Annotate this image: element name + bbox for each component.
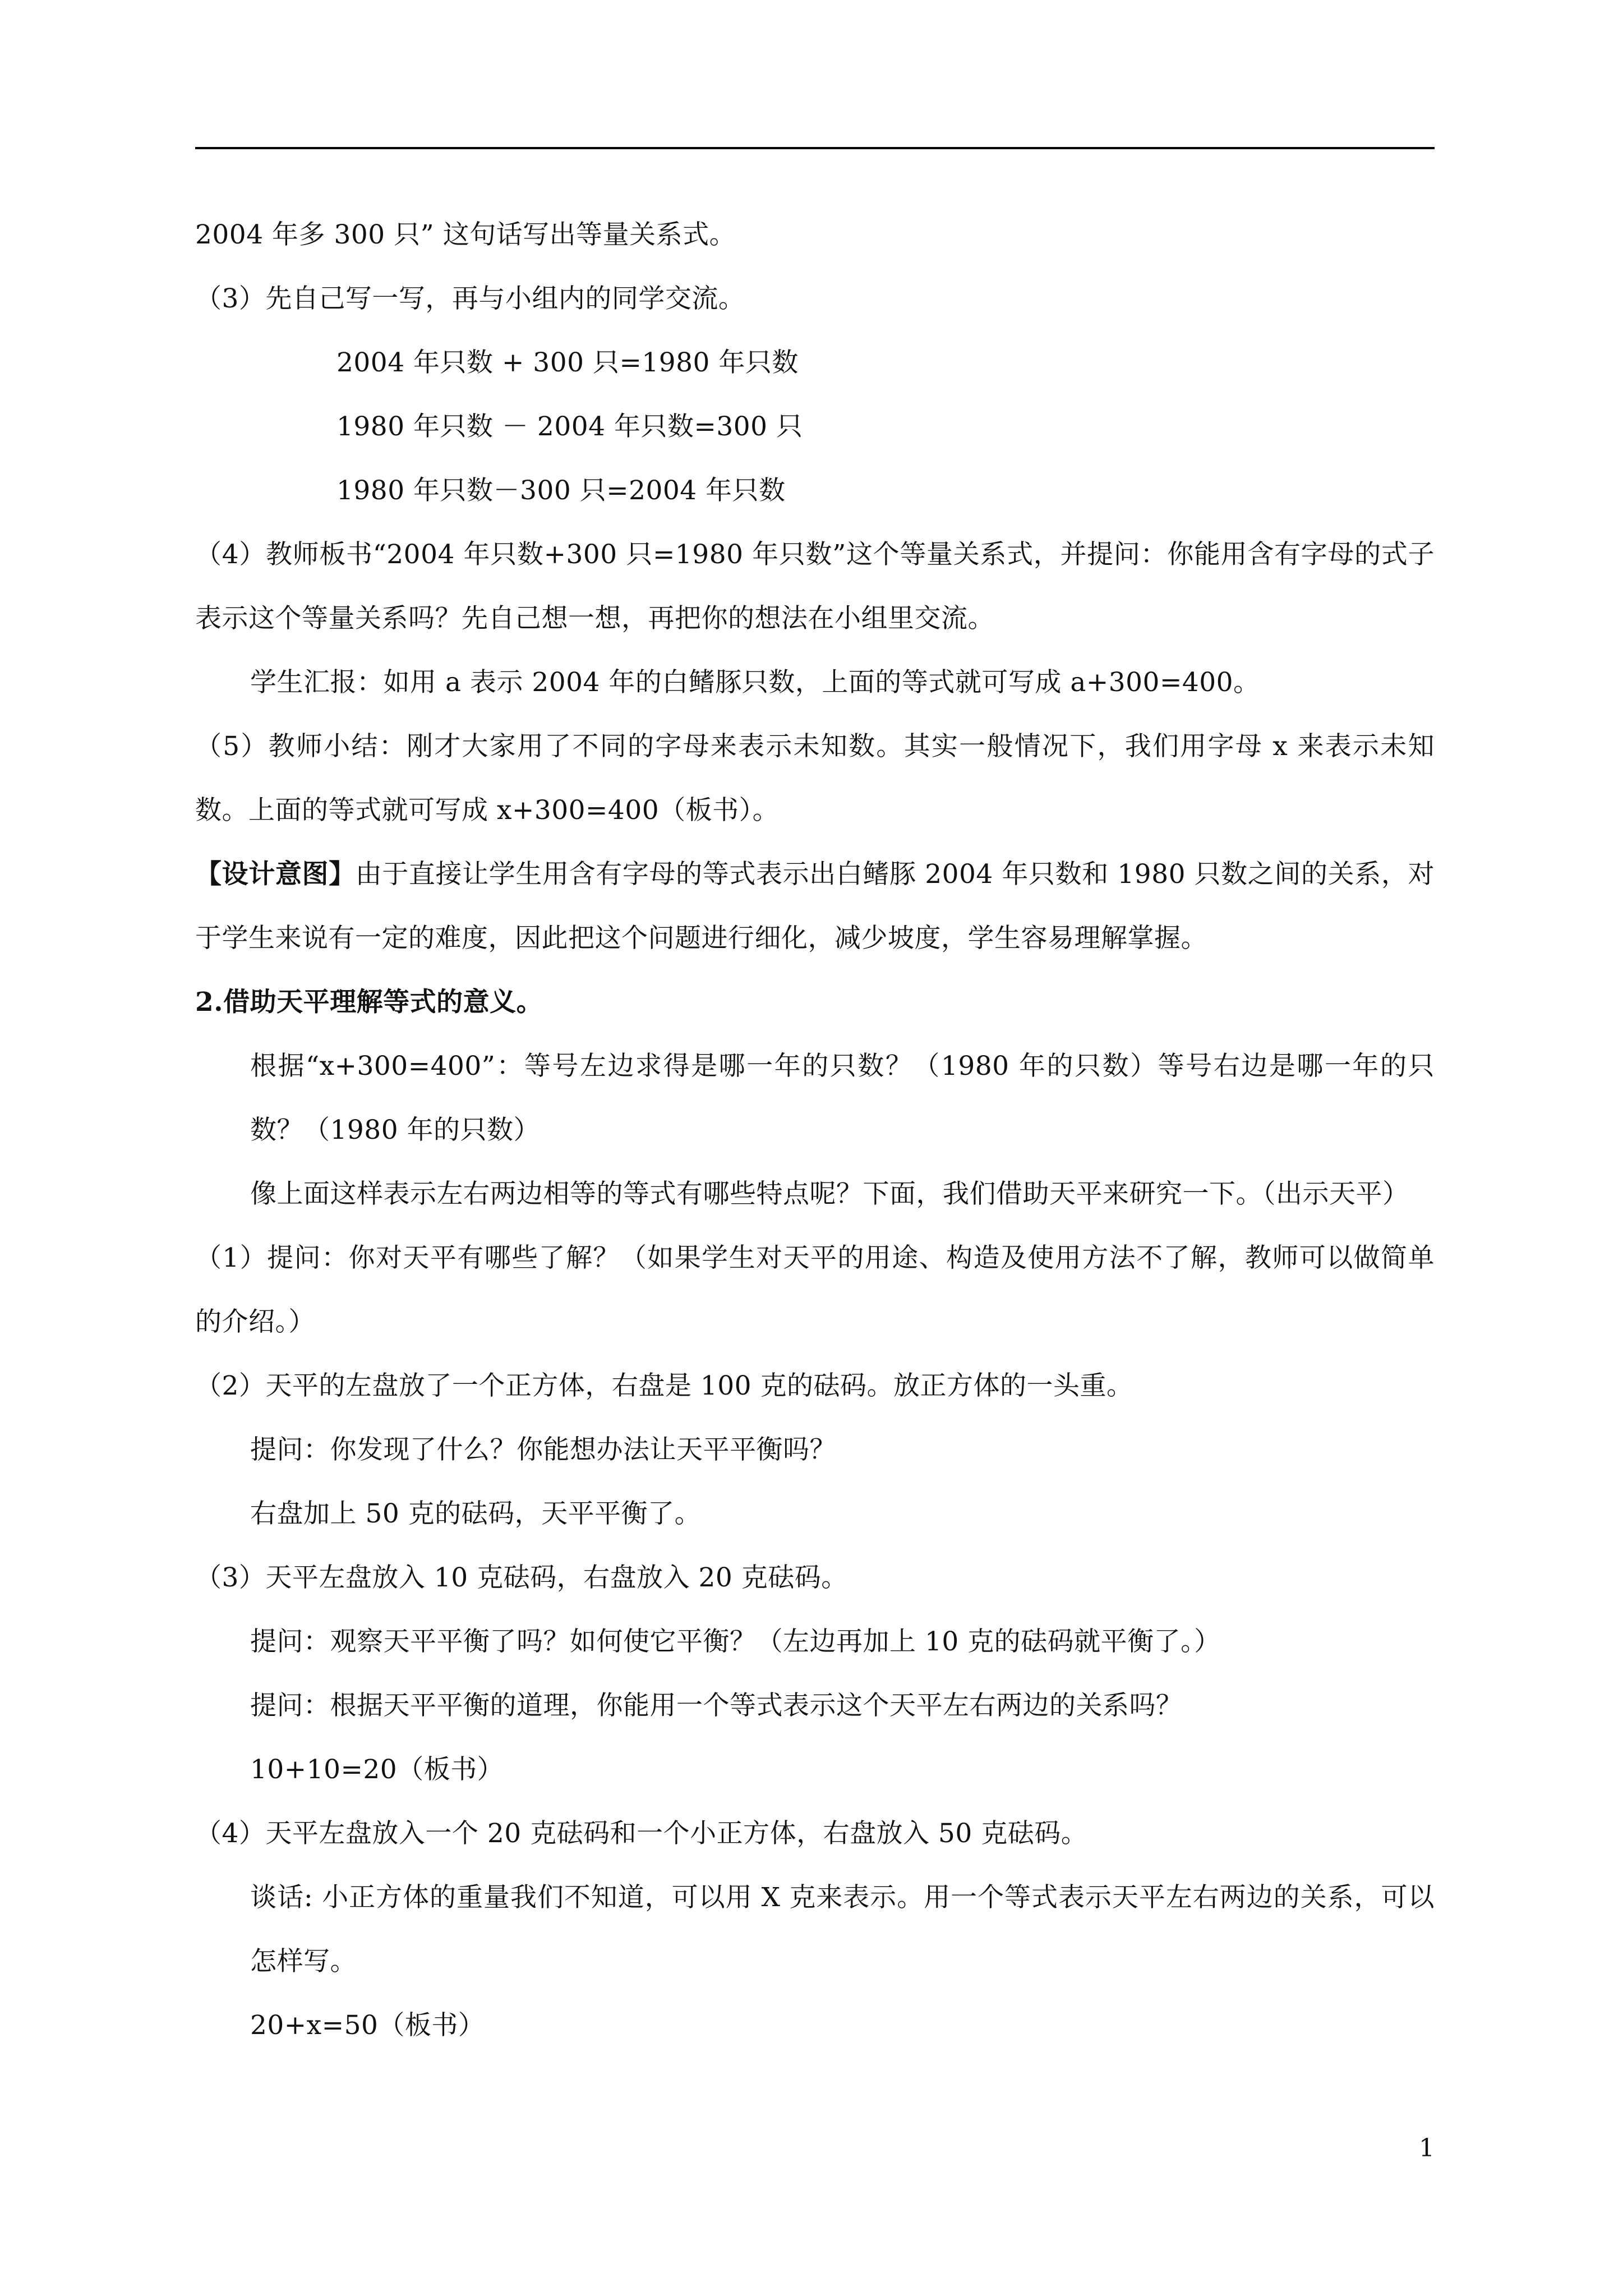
- paragraph-balance-intro: 像上面这样表示左右两边相等的等式有哪些特点呢？下面，我们借助天平来研究一下。（出示天平）: [250, 1179, 1409, 1209]
- page-number: 1: [1419, 2134, 1435, 2162]
- paragraph-balance-step-4: （4）天平左盘放入一个 20 克砝码和一个小正方体，右盘放入 50 克砝码。: [195, 1818, 1088, 1849]
- equation-2: 1980 年只数 － 2004 年只数=300 只: [336, 411, 803, 442]
- equation-1: 2004 年只数 + 300 只=1980 年只数: [336, 347, 799, 378]
- paragraph-question-3a: 提问：观察天平平衡了吗？如何使它平衡？（左边再加上 10 克的砝码就平衡了。）: [250, 1626, 1221, 1657]
- paragraph-question-2: 提问：你发现了什么？你能想办法让天平平衡吗？: [250, 1434, 836, 1465]
- paragraph-step-5: （5）教师小结：刚才大家用了不同的字母来表示未知数。其实一般情况下，我们用字母 x 来表示未知数。上面的等式就可写成 x+300=400（板书）。: [195, 731, 1435, 826]
- equation-3: 1980 年只数－300 只=2004 年只数: [336, 475, 786, 506]
- paragraph-student-report: 学生汇报：如用 a 表示 2004 年的白鳍豚只数，上面的等式就可写成 a+300=400。: [250, 667, 1260, 698]
- paragraph-talk: 谈话: 小正方体的重量我们不知道，可以用 X 克来表示。用一个等式表示天平左右两边的关系，可以怎样写。: [250, 1882, 1435, 1977]
- paragraph-question-3b: 提问：根据天平平衡的道理，你能用一个等式表示这个天平左右两边的关系吗？: [250, 1690, 1183, 1721]
- paragraph-step-4: （4）教师板书“2004 年只数+300 只=1980 年只数”这个等量关系式，并提问：你能用含有字母的式子表示这个等量关系吗？先自己想一想，再把你的想法在小组里交流。: [195, 539, 1435, 634]
- paragraph-equation-question: 根据“x+300=400”：等号左边求得是哪一年的只数？（1980 年的只数）等号右边是哪一年的只数？（1980 年的只数）: [250, 1051, 1435, 1145]
- equation-board-2: 20+x=50（板书）: [250, 2010, 485, 2041]
- header-rule: [195, 147, 1435, 149]
- paragraph-design-intent: [195, 843, 1435, 970]
- paragraph-balance-step-3: （3）天平左盘放入 10 克砝码，右盘放入 20 克砝码。: [195, 1562, 848, 1593]
- design-intent-text: 由于直接让学生用含有字母的等式表示出白鳍豚 2004 年只数和 1980 只数之间的关系，对于学生来说有一定的难度，因此把这个问题进行细化，减少坡度，学生容易理解掌握。: [195, 859, 1435, 954]
- document-body: [195, 203, 1435, 2058]
- equation-board-1: 10+10=20（板书）: [250, 1754, 504, 1785]
- paragraph-answer-2: 右盘加上 50 克的砝码，天平平衡了。: [250, 1498, 702, 1529]
- paragraph-step-3: （3）先自己写一写，再与小组内的同学交流。: [195, 283, 745, 314]
- paragraph-continuation: 2004 年多 300 只” 这句话写出等量关系式。: [195, 219, 736, 250]
- paragraph-balance-step-2: （2）天平的左盘放了一个正方体，右盘是 100 克的砝码。放正方体的一头重。: [195, 1370, 1133, 1401]
- design-intent-label: 【设计意图】: [195, 859, 356, 890]
- paragraph-balance-step-1: （1）提问：你对天平有哪些了解？（如果学生对天平的用途、构造及使用方法不了解，教师可以做简单的介绍。）: [195, 1243, 1435, 1337]
- section-heading: 2.借助天平理解等式的意义。: [195, 987, 543, 1018]
